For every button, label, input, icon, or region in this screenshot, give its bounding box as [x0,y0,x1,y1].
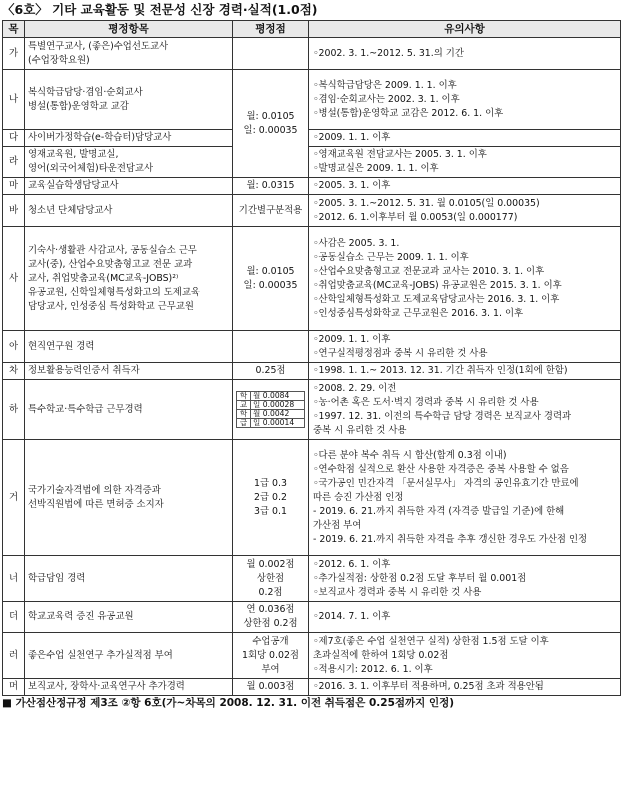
text-line: 1회당 0.02점 [242,649,299,661]
row-key: 다 [3,130,25,147]
table-row [3,195,621,227]
row-notes [309,70,621,130]
mini-value: 월 0.0042 [251,410,305,419]
text-line: 병설(통합)운영학교 교감 [28,100,129,112]
page-title: 〈6호〉 기타 교육활동 및 전문성 신장 경력·실적(1.0점) [2,2,318,17]
text-line: 월 0.002점 [246,558,295,570]
text-line: 청소년 단체담당교사 [28,204,113,216]
text-line: 교육실습학생담당교사 [28,180,119,191]
table-row [3,130,621,147]
header-notes: 유의사항 [309,21,621,38]
row-score [233,602,309,633]
table-row [3,363,621,380]
text-line: 복식학급담당·겸임·순회교사 [28,86,143,98]
row-key: 사 [3,227,25,331]
row-score [233,195,309,227]
row-score [233,440,309,556]
text-line: ◦농·어촌 혹은 도서·벽지 경력과 중복 시 유리한 것 사용 [313,396,539,408]
mini-key: 급 [237,419,251,428]
text-line: ◦다른 분야 복수 취득 시 합산(합계 0.3점 이내) [313,449,507,461]
table-row [3,147,621,178]
text-line: ◦겸임·순회교사는 2002. 3. 1. 이후 [313,93,460,105]
row-item [25,331,233,363]
row-score [233,331,309,363]
text-line: ◦추가실적점: 상한점 0.2점 도달 후부터 월 0.001점 [313,572,527,584]
table-row [3,556,621,602]
text-line: ◦2012. 6. 1. 이후 [313,558,391,570]
text-line: 월 0.003점 [246,681,295,692]
mini-key: 학 [237,410,251,419]
text-line: 2급 0.2 [254,491,287,503]
text-line: ◦복식학급담당은 2009. 1. 1. 이후 [313,79,457,91]
text-line: 부여 [261,663,280,675]
text-line: 일: 0.00035 [243,124,298,136]
text-line: 영재교육원, 발명교실, [28,149,119,160]
row-key: 아 [3,331,25,363]
row-item [25,147,233,178]
text-line: ◦1998. 1. 1.~ 2013. 12. 31. 기간 취득자 인정(1회에 한함) [313,365,568,376]
row-notes [309,440,621,556]
text-line: 상한점 [256,572,285,584]
row-key: 마 [3,178,25,195]
row-key: 더 [3,602,25,633]
text-line: ◦1997. 12. 31. 이전의 특수학급 담당 경력은 보직교사 경력과 [313,410,572,422]
row-notes [309,556,621,602]
mini-row [237,419,305,428]
text-line: ◦보직교사 경력과 중복 시 유리한 것 사용 [313,586,482,598]
text-line: 따른 승진 가산점 인정 [313,491,404,503]
row-key: 러 [3,633,25,679]
text-line: ◦인성중심특성화학교 근무교원은 2016. 3. 1. 이후 [313,307,524,319]
text-line: 정보활용능력인증서 취득자 [28,365,140,376]
text-line: ◦2005. 3. 1. 이후 [313,180,391,191]
row-notes [309,380,621,440]
rules-table [2,20,621,696]
row-key: 라 [3,147,25,178]
text-line: 3급 0.1 [254,505,287,517]
row-key: 거 [3,440,25,556]
text-line: 0.25점 [255,365,286,376]
text-line: ◦사감은 2005. 3. 1. [313,237,400,249]
row-item [25,178,233,195]
header-key: 목 [3,21,25,38]
row-notes [309,679,621,696]
text-line: ◦공동실습소 근무는 2009. 1. 1. 이후 [313,251,469,263]
mini-key: 교 [237,401,251,410]
row-score [233,556,309,602]
row-item [25,602,233,633]
row-notes [309,195,621,227]
row-key: 차 [3,363,25,380]
row-score [233,363,309,380]
text-line: 유공교원, 신학일체형특성화고의 도제교육 [28,286,200,298]
row-key: 바 [3,195,25,227]
text-line: - 2019. 6. 21.까지 취득한 자격 (자격증 발급일 기준)에 한해 [313,505,565,517]
text-line: 수업공개 [252,635,289,647]
row-score [233,178,309,195]
text-line: 교사(중), 산업수요맞춤형고교 전문 교과 [28,258,193,270]
text-line: 학급담임 경력 [28,572,86,584]
text-line: ◦국가공인 민간자격 「문서실무사」 자격의 공인유효기간 만료에 [313,477,579,489]
table-row [3,602,621,633]
text-line: ◦2009. 1. 1. 이후 [313,132,391,143]
table-row [3,440,621,556]
row-notes [309,130,621,147]
row-score [233,227,309,331]
text-line: - 2019. 6. 21.까지 취득한 자격을 추후 갱신한 경우도 가산점 인정 [313,533,588,545]
text-line: ◦2014. 7. 1. 이후 [313,611,391,622]
text-line: ◦2016. 3. 1. 이후부터 적용하며, 0.25점 초과 적용안됨 [313,681,544,692]
text-line: 월: 0.0105 [246,265,295,277]
mini-value: 일 0.00014 [251,419,305,428]
text-line: ◦적용시기: 2012. 6. 1. 이후 [313,663,433,675]
header-score: 평정점 [233,21,309,38]
row-notes [309,38,621,70]
text-line: 사이버가정학습(e-학습터)담당교사 [28,132,172,143]
table-row [3,70,621,130]
text-line: 특별연구교사, (좋은)수업선도교사 [28,40,169,52]
row-key: 나 [3,70,25,130]
row-notes [309,363,621,380]
text-line: ◦2012. 6. 1.이후부터 월 0.0053(일 0.000177) [313,211,518,223]
row-notes [309,602,621,633]
row-key: 가 [3,38,25,70]
row-score [233,679,309,696]
text-line: 초과실적에 한하여 1회당 0.02점 [313,649,449,661]
mini-value: 일 0.00028 [251,401,305,410]
text-line: 국가기술자격법에 의한 자격증과 [28,484,161,496]
text-line: 학교교육력 증진 유공교원 [28,611,134,622]
table-row [3,380,621,440]
text-line: 일: 0.00035 [243,279,298,291]
text-line: ◦취업맞춤교육(MC교육-JOBS) 유공교원은 2015. 3. 1. 이후 [313,279,562,291]
text-line: 보직교사, 장학사·교육연구사 추가경력 [28,681,185,692]
table-row [3,227,621,331]
row-item [25,363,233,380]
text-line: ◦연구실적평정점과 중복 시 유리한 것 사용 [313,347,488,359]
text-line: 담당교사, 인성중심 특성화학교 근무교원 [28,300,194,312]
row-score [233,633,309,679]
row-score [233,38,309,70]
text-line: 좋은수업 실천연구 추가실적점 부여 [28,649,173,661]
text-line: 특수학교·특수학급 근무경력 [28,403,143,415]
row-item [25,38,233,70]
table-row [3,178,621,195]
text-line: ◦제7호(좋은 수업 실천연구 실적) 상한점 1.5점 도달 이후 [313,635,549,647]
row-score [233,70,309,178]
text-line: 월: 0.0315 [246,180,295,191]
row-notes [309,178,621,195]
row-notes [309,227,621,331]
text-line: 1급 0.3 [254,477,287,489]
row-key: 하 [3,380,25,440]
text-line: ◦연수학점 실적으로 환산 사용한 자격증은 중복 사용할 수 없음 [313,463,569,475]
text-line: ◦2009. 1. 1. 이후 [313,333,391,345]
footer-note: ■ 가산점산정규정 제3조 ②항 6호(가~차목의 2008. 12. 31. 이전 취득점은 0.25점까지 인정) [2,697,455,709]
row-item [25,227,233,331]
text-line: 현직연구원 경력 [28,340,95,352]
row-item [25,633,233,679]
table-row [3,38,621,70]
text-line: ◦발명교실은 2009. 1. 1. 이후 [313,163,439,174]
header-row [3,21,621,38]
text-line: 연 0.036점 [246,604,295,615]
table-row [3,633,621,679]
row-item [25,380,233,440]
mini-value: 월 0.0084 [251,392,305,401]
text-line: 선박직원법에 따른 면허증 소지자 [28,498,164,510]
text-line: 가산점 부여 [313,519,362,531]
row-item [25,679,233,696]
row-item [25,130,233,147]
text-line: 상한점 0.2점 [243,618,298,629]
text-line: 영어(외국어체험)타운전담교사 [28,163,154,174]
row-key: 머 [3,679,25,696]
row-item [25,195,233,227]
text-line: ◦2005. 3. 1.~2012. 5. 31. 월 0.0105(일 0.00035) [313,197,540,209]
text-line: 월: 0.0105 [246,110,295,122]
text-line: 0.2점 [258,586,283,598]
text-line: 기간별구분적용 [238,204,303,216]
row-item [25,440,233,556]
row-item [25,70,233,130]
text-line: ◦병설(통합)운영학교 교감은 2012. 6. 1. 이후 [313,107,504,119]
table-row [3,331,621,363]
text-line: ◦2008. 2. 29. 이전 [313,382,397,394]
text-line: 중복 시 유리한 것 사용 [313,424,407,436]
table-row [3,679,621,696]
header-item: 평정항목 [25,21,233,38]
row-notes [309,331,621,363]
text-line: ◦산업수요맞춤형고교 전문교과 교사는 2010. 3. 1. 이후 [313,265,545,277]
row-notes [309,633,621,679]
row-key: 너 [3,556,25,602]
row-score [233,380,309,440]
score-mini-table [236,391,305,428]
text-line: 교사, 취업맞춤교육(MC교육-JOBS)²⁾ [28,272,179,284]
text-line: 기숙사·생활관 사감교사, 공동실습소 근무 [28,244,197,256]
text-line: ◦산학일체형특성화고 도제교육담당교사는 2016. 3. 1. 이후 [313,293,560,305]
text-line: ◦영재교육원 전담교사는 2005. 3. 1. 이후 [313,149,487,160]
mini-key: 학 [237,392,251,401]
text-line: ◦2002. 3. 1.~2012. 5. 31.의 기간 [313,47,464,59]
row-item [25,556,233,602]
row-notes [309,147,621,178]
text-line: (수업장학요원) [28,54,90,66]
